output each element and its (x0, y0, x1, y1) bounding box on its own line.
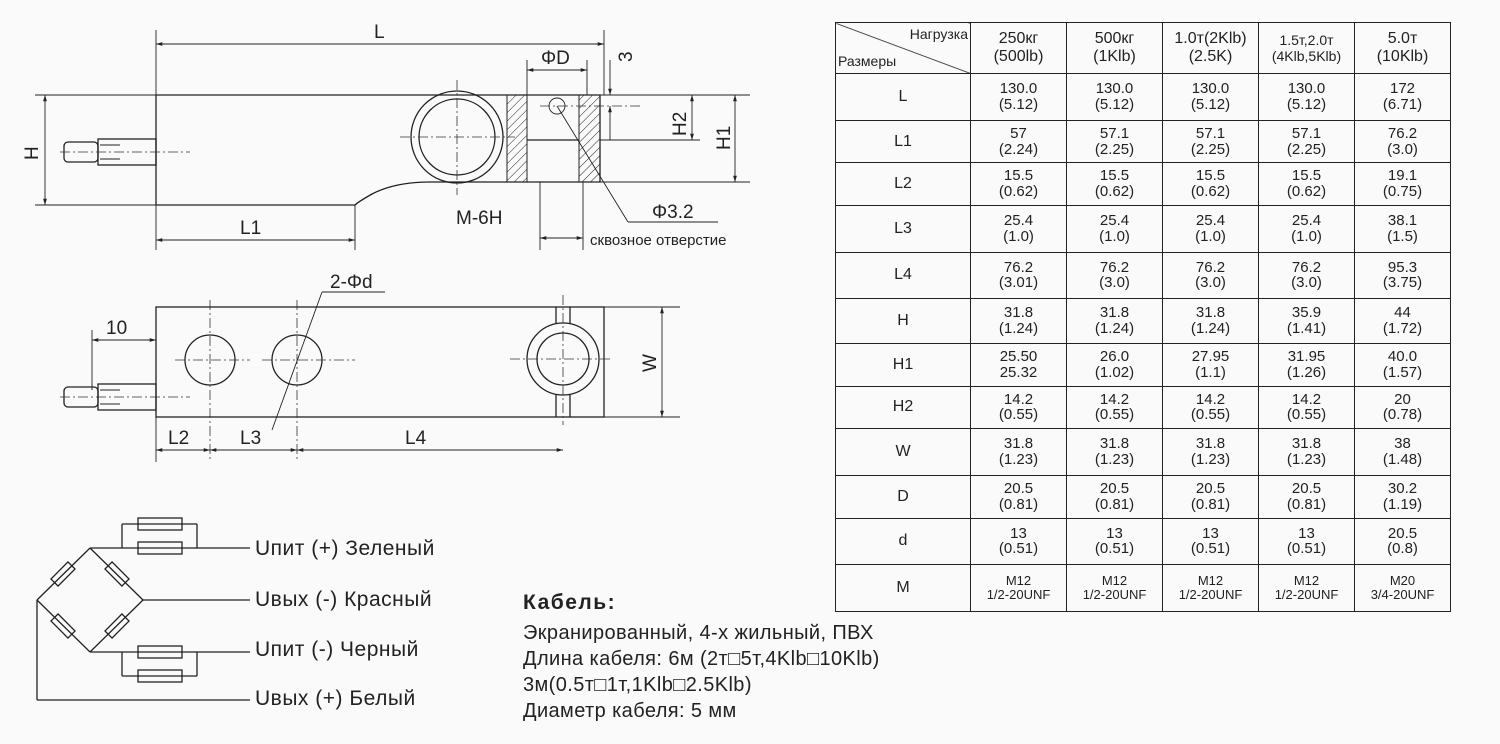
cell-value-in: (3.75) (1382, 274, 1423, 292)
table-cell (1355, 386, 1451, 429)
side-thread-hatch-left (507, 95, 527, 182)
side-body-outline (156, 95, 600, 205)
table-cell (1259, 565, 1355, 612)
cell-value-mm: 14.2 (1195, 390, 1226, 408)
cable-info (523, 590, 1043, 724)
corner-dims-label: Размеры (838, 52, 897, 69)
cell-value-in: (0.51) (1094, 540, 1135, 558)
table-row (836, 429, 1451, 476)
cell-value-mm: 14.2 (1003, 390, 1034, 408)
table-cell (971, 518, 1067, 565)
table-cell (971, 343, 1067, 386)
table-cell (1163, 429, 1259, 476)
cell-value-mm: 15.5 (1003, 167, 1034, 185)
table-row (836, 343, 1451, 386)
cell-value-in: (3.0) (1291, 274, 1322, 292)
table-cell (1355, 343, 1451, 386)
cell-value-mm: 40.0 (1387, 348, 1418, 366)
table-cell (1067, 386, 1163, 429)
cell-value-in: (0.55) (1094, 406, 1135, 424)
side-thread-hatch-right (579, 95, 600, 182)
cell-value-in: (1.41) (1286, 320, 1327, 338)
cell-value-mm: 130.0 (1191, 80, 1230, 98)
table-cell (1067, 429, 1163, 476)
table-cell (1355, 299, 1451, 344)
table-cell (1355, 252, 1451, 299)
table-cell (971, 205, 1067, 252)
row-parameter: L4 (836, 252, 971, 299)
column-header: 1.0т(2Klb) (2.5K) (1163, 23, 1259, 74)
cell-value-mm: 76.2 (1003, 258, 1034, 276)
table-cell (1067, 120, 1163, 163)
table-row (836, 120, 1451, 163)
table-cell (1163, 163, 1259, 206)
cell-value-in: (0.55) (998, 406, 1039, 424)
cell-value-in: (5.12) (1190, 95, 1231, 113)
cell-value-mm: 31.95 (1287, 348, 1326, 366)
row-parameter: H1 (836, 343, 971, 386)
column-header: 1.5т,2.0т (4Klb,5Klb) (1259, 23, 1355, 74)
spec-table (835, 22, 1451, 612)
cell-value-mm: 31.8 (1195, 304, 1226, 322)
table-row (836, 518, 1451, 565)
table-row (836, 299, 1451, 344)
cell-value-in: (0.51) (998, 540, 1039, 558)
side-view (22, 22, 750, 250)
cell-value-mm: M12 (1005, 573, 1032, 589)
dim-H-label: H (22, 146, 43, 160)
table-cell (1163, 299, 1259, 344)
cell-value-mm: 57.1 (1195, 124, 1226, 142)
wire-label-2: Uвых (-) Красный (255, 588, 433, 611)
cell-value-mm: 38.1 (1387, 212, 1418, 230)
row-parameter: L (836, 74, 971, 121)
cell-value-in: (0.51) (1286, 540, 1327, 558)
row-parameter: L2 (836, 163, 971, 206)
cell-value-mm: 20.5 (1003, 479, 1034, 497)
cell-value-mm: 15.5 (1291, 167, 1322, 185)
wire-label-1: Uпит (+) Зеленый (255, 537, 435, 560)
dim-L4-label: L4 (405, 428, 427, 449)
cell-value-mm: 13 (1106, 524, 1123, 542)
table-row (836, 386, 1451, 429)
cell-value-in: (3.0) (1099, 274, 1130, 292)
row-parameter: L3 (836, 205, 971, 252)
table-cell (971, 163, 1067, 206)
cell-value-mm: 35.9 (1291, 304, 1322, 322)
row-parameter: D (836, 475, 971, 518)
top-view (60, 272, 680, 462)
table-cell (1259, 386, 1355, 429)
cell-value-mm: 76.2 (1291, 258, 1322, 276)
dim-L1-label: L1 (240, 218, 262, 239)
cell-value-in: 1/2-20UNF (1178, 587, 1243, 603)
wire-label-3: Uпит (-) Черный (255, 638, 419, 661)
cable-line-1: Экранированный, 4-х жильный, ПВХ (523, 622, 874, 644)
column-header: 500кг (1Klb) (1067, 23, 1163, 74)
cell-value-mm: 15.5 (1099, 167, 1130, 185)
cell-value-mm: 14.2 (1291, 390, 1322, 408)
dim-D-label: ΦD (541, 48, 570, 69)
table-cell (971, 120, 1067, 163)
row-parameter: H (836, 299, 971, 344)
table-cell (1355, 205, 1451, 252)
hole-dia-label: Φ3.2 (652, 202, 694, 223)
table-cell (1355, 518, 1451, 565)
cell-value-mm: 76.2 (1099, 258, 1130, 276)
cell-value-in: (5.12) (998, 95, 1039, 113)
cell-value-mm: 25.4 (1195, 212, 1226, 230)
table-cell (1355, 74, 1451, 121)
cell-value-in: 1/2-20UNF (986, 587, 1051, 603)
cell-value-in: (1.5) (1387, 227, 1418, 245)
table-cell (1259, 475, 1355, 518)
dim-H2-label: H2 (670, 111, 691, 136)
cable-line-2: Длина кабеля: 6м (2т□5т,4Klb□10Klb) (523, 648, 880, 670)
row-parameter: M (836, 565, 971, 612)
cell-value-in: (5.12) (1094, 95, 1135, 113)
row-parameter: L1 (836, 120, 971, 163)
table-cell (1355, 429, 1451, 476)
dim-L-label: L (374, 22, 385, 43)
table-cell (1163, 120, 1259, 163)
cell-value-in: (0.62) (1286, 183, 1327, 201)
cell-value-mm: M20 (1389, 573, 1416, 589)
dim-H1-label: H1 (714, 125, 735, 150)
dim-3-label: 3 (616, 51, 637, 62)
cell-value-mm: 31.8 (1003, 435, 1034, 453)
cell-value-mm: 44 (1394, 304, 1411, 322)
cell-value-mm: 25.50 (999, 348, 1038, 366)
table-cell (1259, 299, 1355, 344)
cell-value-in: (0.62) (1094, 183, 1135, 201)
table-cell (1355, 163, 1451, 206)
cell-value-mm: 130.0 (1287, 80, 1326, 98)
cell-value-in: (3.01) (998, 274, 1039, 292)
table-cell (971, 74, 1067, 121)
cell-value-mm: 76.2 (1387, 124, 1418, 142)
dim-L2-label: L2 (168, 428, 190, 449)
table-cell (1259, 518, 1355, 565)
cell-value-in: (1.23) (1094, 451, 1135, 469)
dim-L3-label: L3 (240, 428, 262, 449)
cell-value-in: (1.0) (1195, 227, 1226, 245)
cell-value-mm: 20 (1394, 390, 1411, 408)
row-parameter: H2 (836, 386, 971, 429)
cell-value-mm: 30.2 (1387, 479, 1418, 497)
cell-value-in: 1/2-20UNF (1082, 587, 1147, 603)
table-cell (1163, 386, 1259, 429)
cell-value-in: (0.62) (1190, 183, 1231, 201)
table-cell (1067, 205, 1163, 252)
cell-value-in: (1.0) (1003, 227, 1034, 245)
table-cell (1259, 120, 1355, 163)
table-cell (1163, 565, 1259, 612)
cell-value-in: (2.25) (1286, 140, 1327, 158)
table-cell (1259, 163, 1355, 206)
cell-value-in: 1/2-20UNF (1274, 587, 1339, 603)
table-cell (1355, 475, 1451, 518)
cable-line-3: 3м(0.5т□1т,1Klb□2.5Klb) (523, 674, 752, 696)
table-cell (1067, 343, 1163, 386)
corner-load-label: Нагрузка (909, 26, 968, 42)
cell-value-mm: 25.4 (1291, 212, 1322, 230)
row-parameter: W (836, 429, 971, 476)
cell-value-mm: 13 (1298, 524, 1315, 542)
cell-value-mm: M12 (1197, 573, 1224, 589)
cell-value-mm: 76.2 (1195, 258, 1226, 276)
cell-value-mm: 31.8 (1195, 435, 1226, 453)
table-cell (1163, 475, 1259, 518)
cell-value-in: (3.0) (1195, 274, 1226, 292)
table-row (836, 205, 1451, 252)
holes-label: 2-Φd (330, 272, 373, 293)
cell-value-in: (0.75) (1382, 183, 1423, 201)
cell-value-mm: M12 (1101, 573, 1128, 589)
column-header: 250кг (500lb) (971, 23, 1067, 74)
cell-value-mm: 57.1 (1291, 124, 1322, 142)
table-cell (971, 429, 1067, 476)
table-cell (971, 386, 1067, 429)
table-cell (1067, 252, 1163, 299)
wiring-diagram (37, 518, 435, 710)
cell-value-in: (1.1) (1195, 363, 1226, 381)
cell-value-in: (0.62) (998, 183, 1039, 201)
cell-value-mm: 20.5 (1291, 479, 1322, 497)
cell-value-in: (0.51) (1190, 540, 1231, 558)
cell-value-mm: 20.5 (1387, 524, 1418, 542)
cell-value-mm: 14.2 (1099, 390, 1130, 408)
table-cell (1163, 343, 1259, 386)
cell-value-mm: 13 (1202, 524, 1219, 542)
cell-value-in: (1.26) (1286, 363, 1327, 381)
cell-value-in: (1.23) (1190, 451, 1231, 469)
table-cell (1355, 120, 1451, 163)
cell-value-in: (6.71) (1382, 95, 1423, 113)
row-parameter: d (836, 518, 971, 565)
table-cell (1067, 518, 1163, 565)
column-header: 5.0т (10Klb) (1355, 23, 1451, 74)
cell-value-in: (0.78) (1382, 406, 1423, 424)
cell-value-mm: 130.0 (1095, 80, 1134, 98)
cell-value-in: (1.0) (1291, 227, 1322, 245)
cell-value-mm: M12 (1293, 573, 1320, 589)
cell-value-mm: 27.95 (1191, 348, 1230, 366)
table-cell (1067, 299, 1163, 344)
cell-value-mm: 26.0 (1099, 348, 1130, 366)
cell-value-mm: 95.3 (1387, 258, 1418, 276)
cell-value-in: (1.0) (1099, 227, 1130, 245)
cell-value-in: (1.24) (1190, 320, 1231, 338)
cell-value-in: (1.24) (998, 320, 1039, 338)
cell-value-in: (0.81) (1286, 495, 1327, 513)
dim-W-label: W (640, 354, 661, 372)
cable-title: Кабель: (523, 591, 617, 614)
table-corner-cell (836, 23, 971, 74)
cell-value-in: 25.32 (999, 363, 1038, 381)
cell-value-in: (3.0) (1387, 140, 1418, 158)
cell-value-in: (1.72) (1382, 320, 1423, 338)
cell-value-mm: 13 (1010, 524, 1027, 542)
table-cell (971, 475, 1067, 518)
table-cell (971, 252, 1067, 299)
wire-label-4: Uвых (+) Белый (255, 687, 416, 710)
cell-value-in: (2.24) (998, 140, 1039, 158)
cell-value-mm: 57 (1010, 124, 1027, 142)
table-row (836, 252, 1451, 299)
table-cell (1163, 205, 1259, 252)
cell-value-in: (1.24) (1094, 320, 1135, 338)
cell-value-in: (2.25) (1190, 140, 1231, 158)
table-cell (1163, 74, 1259, 121)
cell-value-in: 3/4-20UNF (1370, 587, 1435, 603)
cell-value-in: (1.48) (1382, 451, 1423, 469)
cell-value-in: (0.55) (1190, 406, 1231, 424)
table-cell (1163, 252, 1259, 299)
cell-value-mm: 25.4 (1003, 212, 1034, 230)
cell-value-mm: 20.5 (1195, 479, 1226, 497)
cell-value-in: (0.8) (1387, 540, 1418, 558)
cell-value-in: (0.81) (998, 495, 1039, 513)
cell-value-mm: 31.8 (1291, 435, 1322, 453)
table-cell (1259, 205, 1355, 252)
cell-value-in: (0.81) (1094, 495, 1135, 513)
cell-value-in: (1.19) (1382, 495, 1423, 513)
table-row (836, 163, 1451, 206)
cell-value-mm: 130.0 (999, 80, 1038, 98)
cell-value-in: (2.25) (1094, 140, 1135, 158)
cell-value-mm: 19.1 (1387, 167, 1418, 185)
table-cell (1259, 252, 1355, 299)
table-cell (1067, 565, 1163, 612)
table-cell (971, 299, 1067, 344)
table-cell (1259, 343, 1355, 386)
cell-value-mm: 38 (1394, 435, 1411, 453)
cell-value-mm: 172 (1389, 80, 1416, 98)
cable-line-4: Диаметр кабеля: 5 мм (523, 700, 737, 722)
table-cell (1067, 74, 1163, 121)
table-cell (1259, 429, 1355, 476)
cell-value-in: (1.57) (1382, 363, 1423, 381)
cell-value-mm: 31.8 (1003, 304, 1034, 322)
cell-value-mm: 20.5 (1099, 479, 1130, 497)
cell-value-mm: 31.8 (1099, 304, 1130, 322)
cell-value-mm: 25.4 (1099, 212, 1130, 230)
cell-value-in: (1.23) (998, 451, 1039, 469)
cell-value-in: (0.81) (1190, 495, 1231, 513)
cell-value-in: (1.23) (1286, 451, 1327, 469)
table-row (836, 74, 1451, 121)
cell-value-mm: 15.5 (1195, 167, 1226, 185)
cell-value-mm: 57.1 (1099, 124, 1130, 142)
table-cell (1067, 475, 1163, 518)
cell-value-in: (5.12) (1286, 95, 1327, 113)
through-hole-label: сквозное отверстие (590, 232, 727, 249)
cell-value-in: (1.02) (1094, 363, 1135, 381)
cell-value-mm: 31.8 (1099, 435, 1130, 453)
cell-value-in: (0.55) (1286, 406, 1327, 424)
table-cell (1259, 74, 1355, 121)
table-row (836, 475, 1451, 518)
table-cell (1163, 518, 1259, 565)
table-cell (1355, 565, 1451, 612)
table-cell (1067, 163, 1163, 206)
dim-10-label: 10 (106, 318, 128, 339)
thread-label: M-6H (456, 208, 503, 229)
